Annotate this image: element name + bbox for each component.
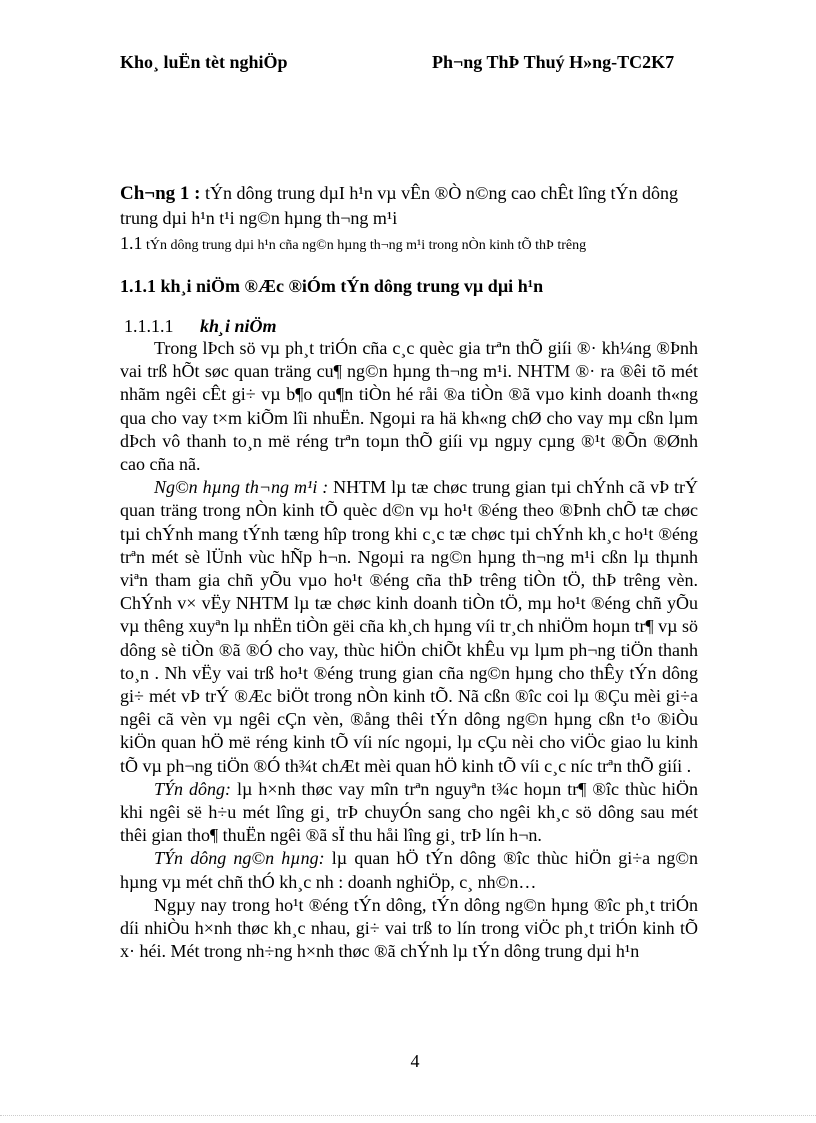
section-1-1-number: 1.1 bbox=[120, 233, 143, 253]
paragraph-4 bbox=[120, 847, 698, 893]
paragraph-2 bbox=[120, 476, 698, 778]
section-1-1-1-1-heading bbox=[124, 316, 277, 337]
paragraph-2-text: NHTM lµ tæ chøc trung gian tµi chÝnh cã vÞ trÝ quan träng trong nÒn kinh tÕ quèc d©n vµ ho¹t ®éng theo ®Þnh chÕ tæ chøc tµi chÝnh mang tÝnh tæng hîp trong khi c¸c tæ chøc tµi chÝnh kh¸c ho¹t ®éng trªn mét sè lÜnh vùc hÑp h¬n. Ngoµi ra ng©n hµng th¬ng m¹i cßn lµ thµnh viªn tham gia chñ yÕu vµo ho¹t ®éng cña thÞ trêng tiÒn tÖ, thÞ trêng vèn. ChÝnh v× vËy NHTM lµ tæ chøc kinh doanh tiÒn tÖ, mµ ho¹t ®éng chñ yÕu vµ thêng xuyªn lµ nhËn tiÒn gëi cña kh¸ch hµng víi tr¸ch nhiÖm hoµn tr¶ vµ sö dông sè tiÒn ®ã ®Ó cho vay, thùc hiÖn chiÕt khÊu vµ lµm ph¬ng tiÖn thanh to¸n . Nh vËy vai trß ho¹t ®éng trung gian cña ng©n hµng cho thÊy tÝn dông gi÷ mét vÞ trÝ ®Æc biÖt trong nÒn kinh tÕ. Nã cßn ®îc coi lµ ®Çu mèi gi÷a ngêi cã vèn vµ ngêi cÇn vèn, ®ång thêi tÝn dông ng©n hµng cßn t¹o ®iÒu kiÖn quan hÖ më réng kinh tÕ víi níc ngoµi, lµ cÇu nèi cho viÖc giao lu kinh tÕ vµ ph¬ng tiÖn ®Ó th¾t chÆt mèi quan hÖ kinh tÕ víi c¸c níc trªn thÕ giíi . bbox=[120, 477, 698, 776]
section-1-1-1-1-title: kh¸i niÖm bbox=[200, 316, 277, 336]
term-credit: TÝn dông: bbox=[154, 778, 232, 799]
chapter-label: Ch¬ng 1 : bbox=[120, 183, 201, 204]
header-right-author: Ph¬ng ThÞ Thuý H»ng-TC2K7 bbox=[432, 52, 675, 72]
section-1-1-title: tÝn dông trung dµi h¹n cña ng©n hµng th¬ng m¹i trong nÒn kinh tÕ thÞ trêng bbox=[146, 238, 587, 253]
paragraph-3 bbox=[120, 778, 698, 848]
section-1-1-1-1-number: 1.1.1.1 bbox=[124, 316, 174, 336]
term-bank-credit: TÝn dông ng©n hµng: bbox=[154, 848, 325, 869]
section-1-1-1-heading: 1.1.1 kh¸i niÖm ®Æc ®iÓm tÝn dông trung vµ dµi h¹n bbox=[120, 276, 544, 296]
paragraph-1: Trong lÞch sö vµ ph¸t triÓn cña c¸c quèc gia trªn thÕ giíi ®· kh¼ng ®Þnh vai trß hÕt søc quan träng cu¶ ng©n hµng th¬ng m¹i. NHTM ®· ra ®êi tõ mét nhãm ngêi cÊt gi÷ vµ b¶o qu¶n tiÒn hé råi ®a tiÒn ®ã vµo kinh doanh th«ng qua cho vay t×m kiÕm lîi nhuËn. Ngoµi ra hä kh«ng chØ cho vay mµ cßn lµm dÞch vô thanh to¸n më réng trªn toµn thÕ giíi vµ ngµy cµng ®¹t ®Õn ®Ønh cao cña nã. bbox=[120, 338, 698, 475]
section-1-1-heading bbox=[120, 233, 586, 254]
paragraph-4-text: lµ quan hÖ tÝn dông ®îc thùc hiÖn gi÷a ng©n hµng vµ mét chñ thÓ kh¸c nh : doanh nghiÖp, c¸ nh©n… bbox=[120, 848, 699, 892]
header-left-title: Kho¸ luËn tèt nghiÖp bbox=[120, 52, 288, 72]
paragraph-5: Ngµy nay trong ho¹t ®éng tÝn dông, tÝn dông ng©n hµng ®îc ph¸t triÓn díi nhiÒu h×nh thøc kh¸c nhau, gi÷ vai trß to lín trong viÖc ph¸t triÓn kinh tÕ x· héi. Mét trong nh÷ng h×nh thøc ®ã chÝnh lµ tÝn dông trung dµi h¹n bbox=[120, 894, 698, 962]
term-commercial-bank: Ng©n hµng th¬ng m¹i : bbox=[154, 477, 329, 498]
paragraph-3-text: lµ h×nh thøc vay mîn trªn nguyªn t¾c hoµn tr¶ ®îc thùc hiÖn khi ngêi së h÷u mét lîng gi¸ trÞ chuyÓn sang cho ngêi kh¸c sö dông sau mét thêi gian tho¶ thuËn ngêi ®ã sÏ thu håi lîng gi¸ trÞ lín h¬n. bbox=[120, 778, 699, 846]
footer-divider bbox=[0, 1115, 816, 1116]
body-text bbox=[120, 337, 698, 963]
chapter-title: tÝn dông trung dµI h¹n vµ vÊn ®Ò n©ng cao chÊt lîng tÝn dông trung dµi h¹n t¹i ng©n hµng th¬ng m¹i bbox=[120, 183, 678, 228]
page-number: 4 bbox=[410, 1051, 420, 1071]
chapter-heading bbox=[120, 181, 710, 230]
